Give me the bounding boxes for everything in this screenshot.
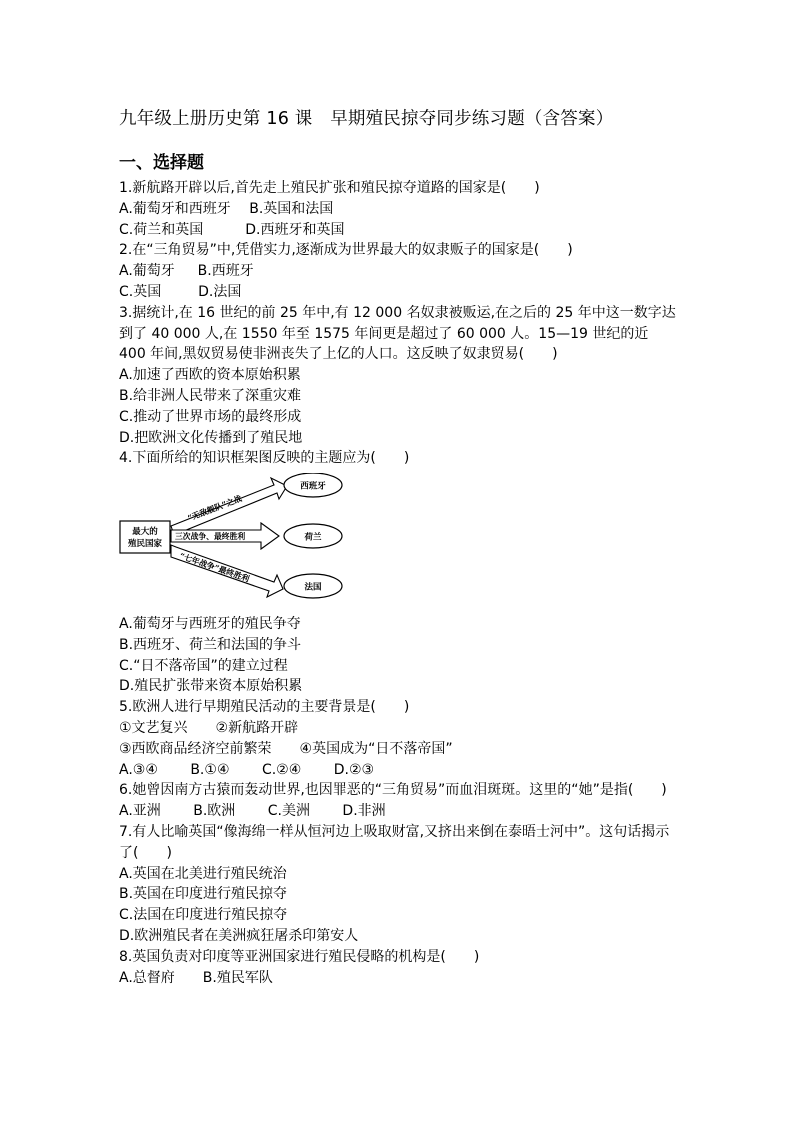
question-4-option-d: D.殖民扩张带来资本原始积累: [119, 678, 303, 695]
question-list: [119, 178, 679, 988]
page-title: 九年级上册历史第 16 课 早期殖民掠夺同步练习题（含答案）: [119, 109, 614, 129]
question-5-items-row1: ①文艺复兴 ②新航路开辟: [119, 719, 299, 736]
diagram-root-label-line2: 殖民国家: [127, 539, 163, 550]
question-1-options-row2: C.荷兰和英国 D.西班牙和英国: [119, 221, 345, 238]
question-3-option-d: D.把欧洲文化传播到了殖民地: [119, 429, 303, 446]
question-5-items-row2: ③西欧商品经济空前繁荣 ④英国成为“日不落帝国”: [119, 740, 453, 757]
question-4-option-a: A.葡萄牙与西班牙的殖民争夺: [119, 615, 301, 632]
question-7-stem: 7.有人比喻英国“像海绵一样从恒河边上吸取财富,又挤出来倒在泰晤士河中”。这句话揭示了( ): [119, 823, 670, 861]
question-5-options: A.③④ B.①④ C.②④ D.②③: [119, 761, 375, 778]
knowledge-framework-diagram: [119, 473, 364, 601]
diagram-node-netherlands-label: 荷兰: [304, 532, 322, 543]
question-3-option-a: A.加速了西欧的资本原始积累: [119, 367, 301, 384]
question-7-option-a: A.英国在北美进行殖民统治: [119, 865, 287, 882]
question-4-option-c: C.“日不落帝国”的建立过程: [119, 657, 288, 674]
question-3-stem: 3.据统计,在 16 世纪的前 25 年中,有 12 000 名奴隶被贩运,在之后的 25 年中这一数字达到了 40 000 人,在 1550 年至 1575 年间更是超过了 60 000 人。15—19 世纪的近 400 年间,黑奴贸易使非洲丧失了上亿的人口。这反映了奴隶贸易( ): [119, 304, 676, 363]
diagram-arrow-middle-label: 三次战争、最终胜利: [175, 532, 246, 542]
question-4-option-b: B.西班牙、荷兰和法国的争斗: [119, 636, 302, 653]
section-heading: 一、选择题: [119, 153, 204, 173]
diagram-node-spain-label: 西班牙: [300, 481, 326, 492]
question-1-stem: 1.新航路开辟以后,首先走上殖民扩张和殖民掠夺道路的国家是( ): [119, 180, 540, 196]
question-6-stem: 6.她曾因南方古猿而轰动世界,也因罪恶的“三角贸易”而血泪斑斑。这里的“她”是指( ): [119, 782, 667, 799]
question-8-options-row1: A.总督府 B.殖民军队: [119, 969, 273, 986]
question-5-stem: 5.欧洲人进行早期殖民活动的主要背景是( ): [119, 699, 410, 716]
question-2-options-row1: A.葡萄牙 B.西班牙: [119, 263, 254, 280]
question-7-option-c: C.法国在印度进行殖民掠夺: [119, 907, 288, 924]
diagram-root-label-line1: 最大的: [132, 527, 158, 538]
question-2-stem: 2.在“三角贸易”中,凭借实力,逐渐成为世界最大的奴隶贩子的国家是( ): [119, 242, 573, 259]
question-1-options-row1: A.葡萄牙和西班牙 B.英国和法国: [119, 200, 334, 217]
diagram-arrow-lower-label: “七年战争”最终胜利: [178, 550, 251, 584]
question-8-stem: 8.英国负责对印度等亚洲国家进行殖民侵略的机构是( ): [119, 948, 480, 965]
question-2-options-row2: C.英国 D.法国: [119, 283, 242, 300]
diagram-node-france-label: 法国: [304, 582, 322, 593]
question-3-option-c: C.推动了世界市场的最终形成: [119, 408, 302, 425]
question-6-options: A.亚洲 B.欧洲 C.美洲 D.非洲: [119, 803, 386, 820]
question-7-option-b: B.英国在印度进行殖民掠夺: [119, 886, 288, 903]
diagram-arrow-upper-label: “无敌舰队”之战: [186, 493, 244, 524]
question-3-option-b: B.给非洲人民带来了深重灾难: [119, 387, 302, 404]
question-7-option-d: D.欧洲殖民者在美洲疯狂屠杀印第安人: [119, 927, 359, 944]
question-4-stem: 4.下面所给的知识框架图反映的主题应为( ): [119, 450, 410, 467]
